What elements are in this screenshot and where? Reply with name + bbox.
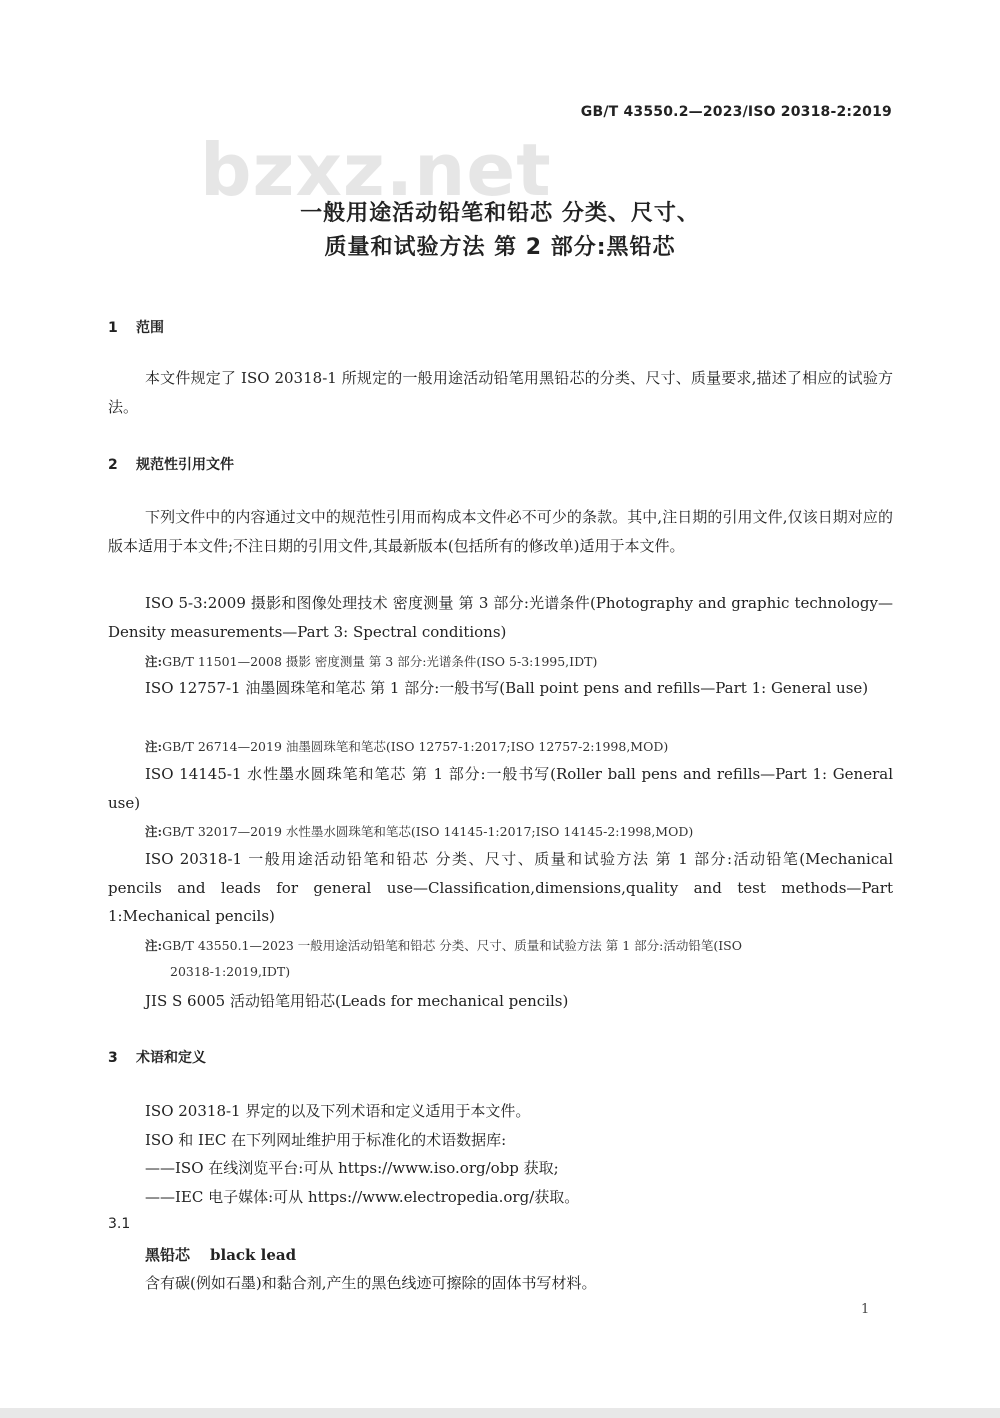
- section-1-body: 本文件规定了 ISO 20318-1 所规定的一般用途活动铅笔用黑铅芯的分类、尺寸、质量要求,描述了相应的试验方法。: [108, 369, 893, 416]
- reference-entry: ISO 12757-1 油墨圆珠笔和笔芯 第 1 部分:一般书写(Ball point pens and refills—Part 1: General use): [145, 679, 869, 697]
- note-text: GB/T 43550.1—2023 一般用途活动铅笔和铅芯 分类、尺寸、质量和试验方法 第 1 部分:活动铅笔(ISO: [162, 938, 742, 953]
- reference-note-continuation: 20318-1:2019,IDT): [170, 964, 291, 979]
- term-heading: [145, 1244, 296, 1265]
- section-2-heading: [108, 454, 234, 474]
- section-2-intro: 下列文件中的内容通过文中的规范性引用而构成本文件必不可少的条款。其中,注日期的引用文件,仅该日期对应的版本适用于本文件;不注日期的引用文件,其最新版本(包括所有的修改单)适用于本文件。: [108, 508, 893, 555]
- note-text: GB/T 26714—2019 油墨圆珠笔和笔芯(ISO 12757-1:2017;ISO 12757-2:1998,MOD): [162, 739, 669, 754]
- standard-code: GB/T 43550.2—2023/ISO 20318-2:2019: [580, 104, 892, 120]
- note-label: 注:: [145, 824, 163, 839]
- section-title: 范围: [136, 320, 164, 336]
- section-title: 术语和定义: [136, 1050, 206, 1066]
- page-number: 1: [861, 1302, 870, 1317]
- note-text: GB/T 11501—2008 摄影 密度测量 第 3 部分:光谱条件(ISO 5-3:1995,IDT): [162, 654, 598, 669]
- page-bottom-edge: [0, 1408, 1000, 1418]
- section-number: 2: [108, 457, 118, 473]
- term-number: 3.1: [108, 1216, 131, 1232]
- body-line: ISO 和 IEC 在下列网址维护用于标准化的术语数据库:: [145, 1131, 507, 1149]
- note-label: 注:: [145, 654, 163, 669]
- term-english: black lead: [210, 1246, 297, 1264]
- term-chinese: 黑铅芯: [145, 1246, 191, 1264]
- reference-entry: ISO 20318-1 一般用途活动铅笔和铅芯 分类、尺寸、质量和试验方法 第 1 部分:活动铅笔(Mechanical pencils and leads for general use—Classification,dimensions,quality and test methods—Part 1:Mechanical pencils): [108, 850, 893, 925]
- body-line: ISO 20318-1 界定的以及下列术语和定义适用于本文件。: [145, 1102, 531, 1120]
- reference-note: [145, 735, 893, 759]
- title-line-1: 一般用途活动铅笔和铅芯 分类、尺寸、: [300, 201, 700, 226]
- section-title: 规范性引用文件: [136, 457, 234, 473]
- reference-entry: ISO 14145-1 水性墨水圆珠笔和笔芯 第 1 部分:一般书写(Roller ball pens and refills—Part 1: General use): [108, 765, 893, 812]
- term-definition: 含有碳(例如石墨)和黏合剂,产生的黑色线迹可擦除的固体书写材料。: [145, 1274, 597, 1292]
- reference-entry: ISO 5-3:2009 摄影和图像处理技术 密度测量 第 3 部分:光谱条件(Photography and graphic technology—Density measurements—Part 3: Spectral conditions): [108, 594, 893, 641]
- note-label: 注:: [145, 739, 163, 754]
- section-number: 3: [108, 1050, 118, 1066]
- note-text: GB/T 32017—2019 水性墨水圆珠笔和笔芯(ISO 14145-1:2017;ISO 14145-2:1998,MOD): [162, 824, 694, 839]
- section-number: 1: [108, 320, 118, 336]
- section-3-heading: [108, 1047, 206, 1067]
- body-line: ——IEC 电子媒体:可从 https://www.electropedia.org/获取。: [145, 1188, 580, 1206]
- note-label: 注:: [145, 938, 163, 953]
- section-1-heading: [108, 317, 164, 337]
- title-line-2: 质量和试验方法 第 2 部分:黑铅芯: [324, 235, 676, 260]
- reference-note: [145, 650, 893, 674]
- watermark: bzxz.net: [200, 128, 552, 212]
- reference-note: [145, 934, 893, 958]
- body-line: ——ISO 在线浏览平台:可从 https://www.iso.org/obp 获取;: [145, 1159, 559, 1177]
- reference-entry: JIS S 6005 活动铅笔用铅芯(Leads for mechanical pencils): [145, 992, 569, 1010]
- reference-note: [145, 820, 893, 844]
